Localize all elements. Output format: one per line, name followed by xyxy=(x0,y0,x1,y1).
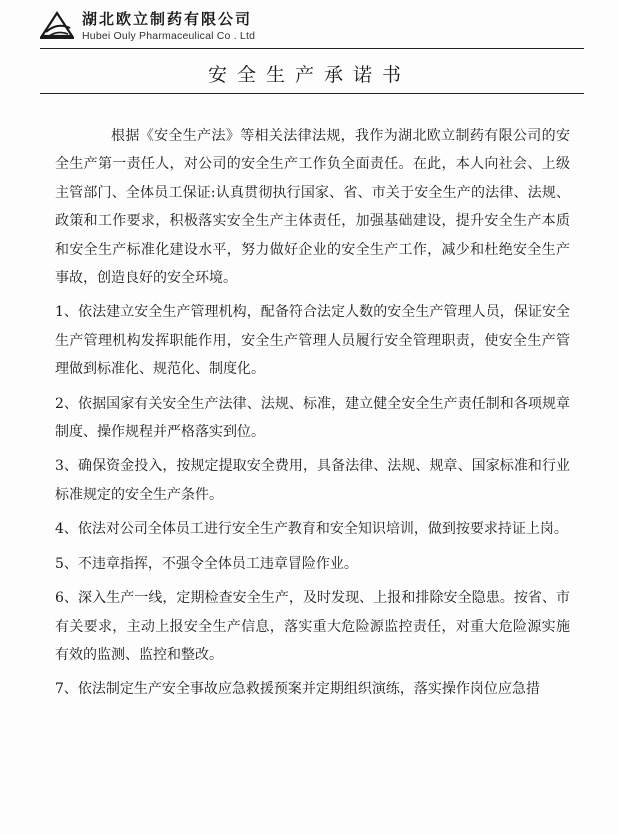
letterhead xyxy=(40,8,580,44)
company-name-en: Hubei Ouly Pharmaceulical Co . Ltd xyxy=(82,30,256,42)
commitment-item-4: 4、依法对公司全体员工进行安全生产教育和安全知识培训，做到按要求持证上岗。 xyxy=(55,521,568,538)
document-body xyxy=(55,122,570,704)
company-name-cn: 湖北欧立制药有限公司 xyxy=(82,10,253,28)
header-divider-bottom xyxy=(40,93,584,94)
commitment-item-7: 7、依法制定生产安全事故应急救援预案并定期组织演练，落实操作岗位应急措 xyxy=(55,681,540,698)
header-divider-top xyxy=(40,48,584,49)
commitment-item-3: 3、确保资金投入，按规定提取安全费用，具备法律、法规、规章、国家标准和行业标准规定的安全生产条件。 xyxy=(55,458,570,503)
commitment-item-1: 1、依法建立安全生产管理机构，配备符合法定人数的安全生产管理人员，保证安全生产管理机构发挥职能作用，安全生产管理人员履行安全管理职责，使安全生产管理做到标准化、规范化、制度化。 xyxy=(55,304,570,378)
document-title: 安全生产承诺书 xyxy=(207,64,411,86)
company-logo-icon xyxy=(40,10,74,40)
commitment-item-5: 5、不违章指挥，不强令全体员工违章冒险作业。 xyxy=(55,555,358,572)
intro-paragraph: 根据《安全生产法》等相关法律法规，我作为湖北欧立制药有限公司的安全生产第一责任人，对公司的安全生产工作负全面责任。在此，本人向社会、上级主管部门、全体员工保证:认真贯彻执行国家、省、市关于安全生产的法律、法规、政策和工作要求，积极落实安全生产主体责任，加强基础建设，提升安全生产本质和安全生产标准化建设水平，努力做好企业的安全生产工作，减少和杜绝安全生产事故，创造良好的安全环境。 xyxy=(55,128,570,287)
commitment-item-6: 6、深入生产一线，定期检查安全生产，及时发现、上报和排除安全隐患。按省、市有关要求，主动上报安全生产信息，落实重大危险源监控责任，对重大危险源实施有效的监测、监控和整改。 xyxy=(55,590,570,663)
commitment-item-2: 2、依据国家有关安全生产法律、法规、标准，建立健全安全生产责任制和各项规章制度、操作规程并严格落实到位。 xyxy=(55,395,570,441)
